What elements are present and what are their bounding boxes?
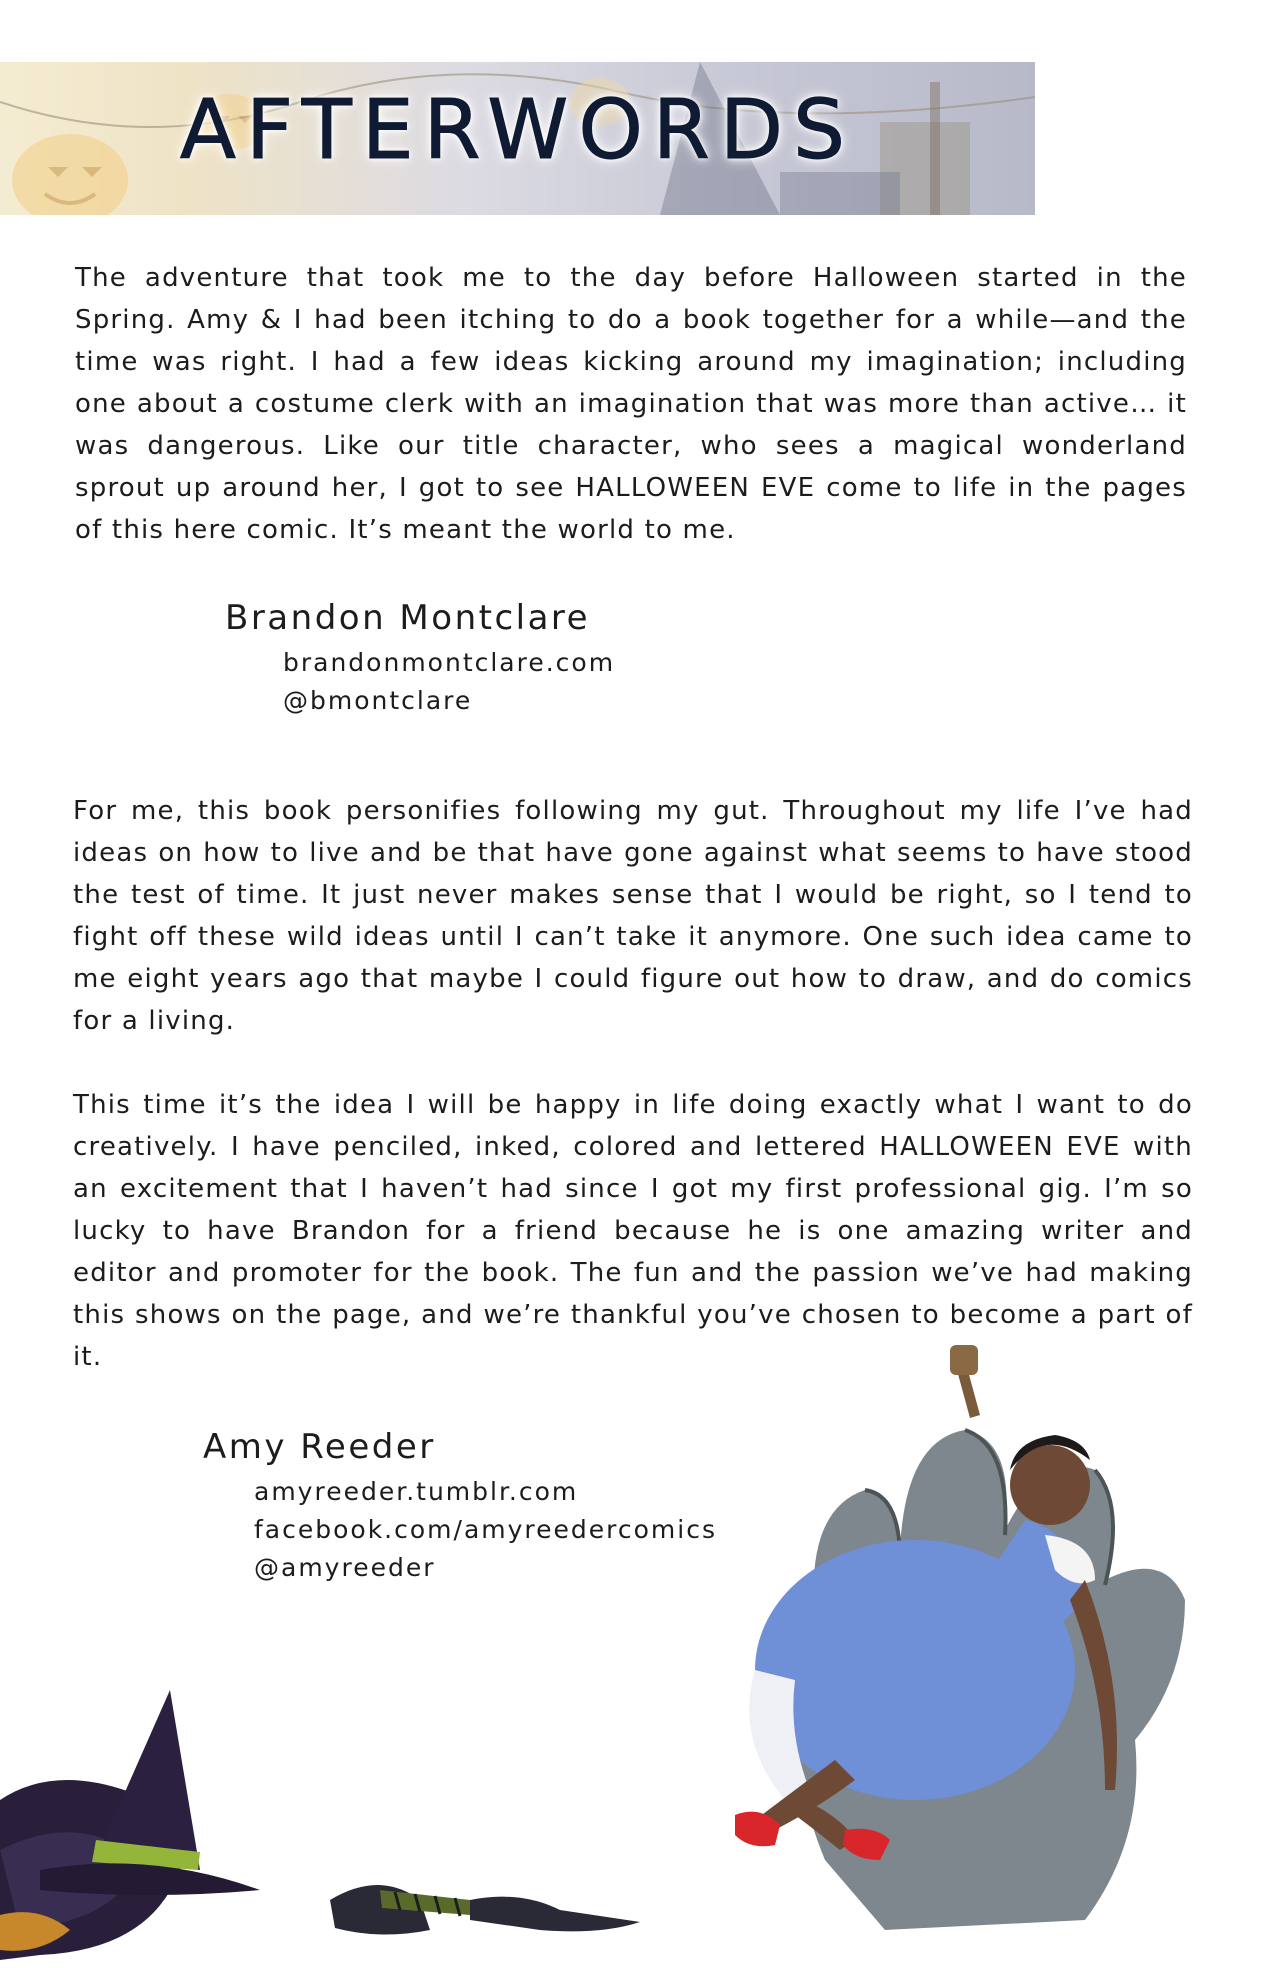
author-social-handle[interactable]: @bmontclare (283, 686, 473, 715)
author-name: Amy Reeder (203, 1427, 436, 1467)
author-website-link[interactable]: amyreeder.tumblr.com (254, 1477, 579, 1506)
author-website-link[interactable]: brandonmontclare.com (283, 648, 616, 677)
page-title: AFTERWORDS (179, 83, 856, 178)
afterword-paragraph: For me, this book personifies following my gut. Throughout my life I’ve had ideas on how to live and be that have gone against what seems to have stood the test of time. It just never makes sense that I would be right, so I tend to fight off these wild ideas until I can’t take it anymore. One such idea came to me eight years ago that maybe I could figure out how to draw, and do comics for a living. (73, 796, 1193, 1036)
author-name: Brandon Montclare (225, 598, 591, 638)
author-facebook-link[interactable]: facebook.com/amyreedercomics (254, 1515, 717, 1544)
afterword-paragraph: This time it’s the idea I will be happy in life doing exactly what I want to do creatively. I have penciled, inked, colored and lettered HALLOWEEN EVE with an excitement that I haven’t had since I got my first professional gig. I’m so lucky to have Brandon for a friend because he is one amazing writer and editor and promoter for the book. The fun and the passion we’ve had making this shows on the page, and we’re thankful you’ve chosen to become a part of it. (73, 1090, 1193, 1372)
author-social-handle[interactable]: @amyreeder (254, 1553, 436, 1582)
afterword-paragraph: The adventure that took me to the day before Halloween started in the Spring. Amy & I had been itching to do a book together for a while—and the time was right. I had a few ideas kicking around my imagination; including one about a costume clerk with an imagination that was more than active… it was dangerous. Like our title character, who sees a magical wonderland sprout up around her, I got to see HALLOWEEN EVE come to life in the pages of this here comic. It’s meant the world to me. (75, 263, 1187, 545)
witch-remains-illustration (0, 1570, 680, 1968)
header-banner (0, 62, 1035, 215)
girl-in-chair-illustration (665, 1320, 1265, 1960)
